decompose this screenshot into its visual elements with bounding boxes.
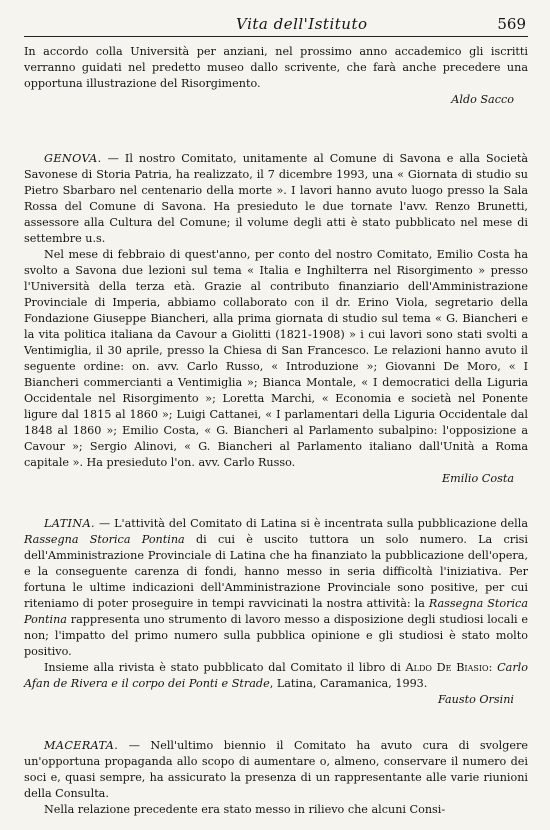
latina-text-c: di cui è uscito tuttora un solo numero. La crisi dell'Amministrazione Provinciale di Latina che ha finanziato la pubblicazione dell'opera, e la conseguente carenza di fondi, hanno messo in seria difficoltà l'iniziativa. Per fortuna le ultime indicazioni dell'Amministrazione Provinciale sono positive, per cui riteniamo di poter proseguire in tempi ravvicinati la nostra attività: la [24, 533, 528, 610]
genova-signature: Emilio Costa [441, 472, 514, 485]
genova-heading: GENOVA. [44, 152, 102, 165]
macerata-heading: MACERATA. [44, 739, 119, 752]
genova-paragraph-2: Nel mese di febbraio di quest'anno, per conto del nostro Comitato, Emilio Costa ha svolto a Savona due lezioni sul tema « Italia e Inghilterra nel Risorgimento » presso l'Università della terza età. Grazie al contributo finanziario dell'Amministrazione Provinciale di Imperia, abbiamo collaborato con il dr. Erino Viola, segretario della Fondazione Giuseppe Biancheri, alla prima giornata di studio sul tema « G. Biancheri e la vita politica italiana da Cavour a Giolitti (1821-1908) » i cui lavori sono stati svolti a Ventimiglia, il 30 aprile, presso la Chiesa di San Francesco. Le relazioni hanno avuto il seguente ordine: on. avv. Carlo Russo, « Introduzione »; Giovanni De Moro, « I Biancheri commercianti a Ventimiglia »; Bianca Montale, « I democratici della Liguria Occidentale nel Risorgimento »; Loretta Marchi, « Economia e società nel Ponente ligure dal 1815 al 1860 »; Luigi Cattanei, « I parlamentari della Liguria Occidentale dal 1848 al 1860 »; Emilio Costa, « G. Biancheri al Parlamento subalpino: l'opposizione a Cavour »; Sergio Alinovi, « G. Biancheri al Parlamento italiano dall'Unità a Roma capitale ». Ha presieduto l'on. avv. Carlo Russo. [24, 248, 528, 469]
macerata-section [24, 738, 528, 818]
latina-p2-text-a: Insieme alla rivista è stato pubblicato dal Comitato il libro di [44, 661, 406, 674]
latina-book-author: Aldo De Biasio [405, 661, 489, 674]
intro-section [24, 44, 528, 108]
macerata-paragraph-1-text: — Nell'ultimo biennio il Comitato ha avuto cura di svolgere un'opportuna propaganda allo scopo di aumentare o, almeno, conservare il numero dei soci e, quasi sempre, ha assicurato la presenza di un rappresentante alle varie riunioni della Consulta. [24, 739, 528, 800]
latina-text-e: rappresenta uno strumento di lavoro messo a disposizione degli studiosi locali e non; l'impatto del primo numero sulla pubblica opinione e gli studiosi è stato molto positivo. [24, 613, 528, 658]
macerata-paragraph-2: Nella relazione precedente era stato messo in rilievo che alcuni Consi- [44, 803, 446, 816]
genova-paragraph-1 [24, 151, 528, 247]
latina-journal-title-1: Rassegna Storica Pontina [24, 533, 185, 546]
latina-paragraph-1 [24, 516, 528, 660]
latina-section [24, 516, 528, 708]
latina-journal-title-2: Rassegna Storica Pontina [24, 597, 528, 626]
latina-book-title: Carlo Afan de Rivera e il corpo dei Ponti e Strade [24, 661, 528, 690]
latina-heading: LATINA. [44, 517, 96, 530]
latina-signature: Fausto Orsini [437, 693, 514, 706]
latina-p2-text-b: : [488, 661, 498, 674]
running-header [24, 14, 528, 37]
running-title: Vita dell'Istituto [236, 15, 368, 33]
genova-section [24, 151, 528, 487]
latina-p2-text-c: , Latina, Caramanica, 1993. [269, 677, 428, 690]
intro-paragraph: In accordo colla Università per anziani, nel prossimo anno accademico gli iscritti verranno guidati nel predetto museo dallo scrivente, che farà anche precedere una opportuna illustrazione del Risorgimento. [24, 45, 528, 90]
page-number: 569 [497, 15, 526, 33]
intro-signature: Aldo Sacco [451, 93, 514, 106]
macerata-paragraph-1 [24, 738, 528, 802]
latina-paragraph-2 [24, 660, 528, 692]
latina-text-a: — L'attività del Comitato di Latina si è incentrata sulla pubblicazione della [98, 517, 528, 530]
genova-paragraph-1-text: — Il nostro Comitato, unitamente al Comune di Savona e alla Società Savonese di Storia Patria, ha realizzato, il 7 dicembre 1993, una « Giornata di studio su Pietro Sbarbaro nel centenario della morte ». I lavori hanno avuto luogo presso la Sala Rossa del Comune di Savona. Ha presieduto le due tornate l'avv. Renzo Brunetti, assessore alla Cultura del Comune; il volume degli atti è stato pubblicato nel mese di settembre u.s. [24, 152, 528, 245]
